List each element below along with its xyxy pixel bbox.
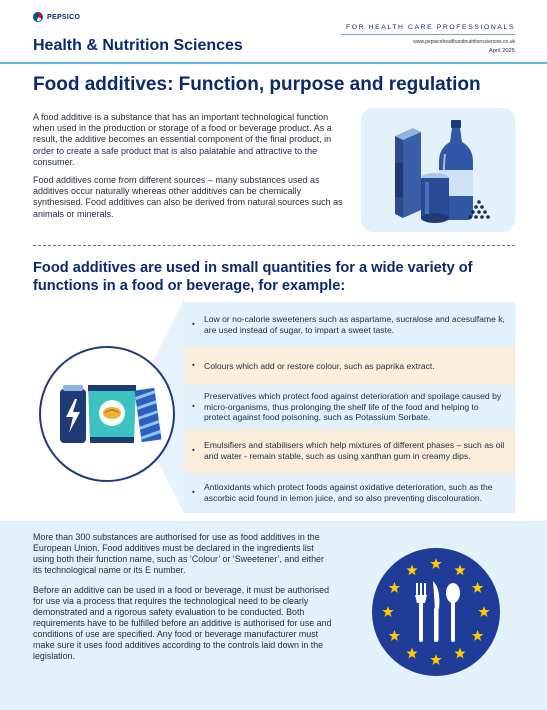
header-divider bbox=[0, 62, 547, 64]
beverage-products-illustration bbox=[361, 108, 515, 232]
regulation-paragraph: More than 300 substances are authorised for use as food additives in the European Union. Food additives must be declared in the ingredients list using both their function name, such as ‘Colour’ or ‘Sweetener’, and either its technological name or its E number. bbox=[33, 532, 324, 575]
brand-logo bbox=[33, 12, 80, 22]
intro-text bbox=[33, 112, 343, 227]
site-title: Health & Nutrition Sciences bbox=[33, 37, 243, 54]
function-item-preservatives: • Preservatives which protect food against deterioration and spoilage caused by micro-organisms, thus prolonging the shelf life of the food and helping to protect against food poisoning, such as Potassium Sorbate. bbox=[184, 385, 515, 429]
eu-cutlery-icon bbox=[371, 547, 501, 677]
intro-paragraph: Food additives come from different sources – many substances used as additives occur naturally whereas other additives can be chemically synthesised. Food additives can also be derived from natural sources such as animals or minerals. bbox=[33, 175, 343, 219]
pepsico-logo-icon bbox=[33, 12, 43, 22]
beverage-illustration-svg bbox=[361, 108, 515, 232]
function-item-colours: • Colours which add or restore colour, such as paprika extract. bbox=[184, 347, 515, 385]
audience-label: FOR HEALTH CARE PROFESSIONALS bbox=[341, 24, 515, 35]
snack-products-icon bbox=[38, 345, 176, 483]
regulation-text bbox=[33, 532, 333, 671]
publication-date: April 2025 bbox=[488, 48, 515, 54]
function-item-antioxidants: • Antioxidants which protect foods against oxidative deterioration, such as the ascorbic acid found in lemon juice, and so also preventing discolouration. bbox=[184, 473, 515, 513]
function-item-emulsifiers: • Emulsifiers and stabilisers which help mixtures of different phases – such as oil and water - remain stable, such as using xanthan gum in creamy dips. bbox=[184, 429, 515, 473]
regulation-paragraph: Before an additive can be used in a food or beverage, it must be authorised for use via a process that requires the technological need to be clearly demonstrated and a rigorous safety evaluation to be conducted. Both requirements have to be fulfilled before an additive is authorised for use and conditions of use are specified. Any food or beverage manufacturer must make sure it uses food additives according to the controls laid down in the legislation. bbox=[33, 585, 332, 661]
brand-name: PEPSICO bbox=[47, 13, 81, 21]
intro-paragraph: A food additive is a substance that has an important technological function when used in the production or storage of a food or beverage product. As a result, the additive becomes an essential component of the final product, in order to create a safe product that is also palatable and attractive to the consumer. bbox=[33, 112, 332, 167]
website-url[interactable]: www.pepsicohealthandnutritionsciences.co.uk bbox=[413, 39, 515, 45]
page-header bbox=[0, 0, 547, 62]
section-divider bbox=[33, 245, 515, 246]
functions-heading: Food additives are used in small quantities for a wide variety of functions in a food or beverage, for example: bbox=[33, 260, 473, 294]
page-title: Food additives: Function, purpose and regulation bbox=[33, 74, 481, 95]
function-item-sweeteners: • Low or no-calorie sweeteners such as aspartame, sucralose and acesulfame k, are used instead of sugar, to impart a sweet taste. bbox=[184, 302, 515, 347]
